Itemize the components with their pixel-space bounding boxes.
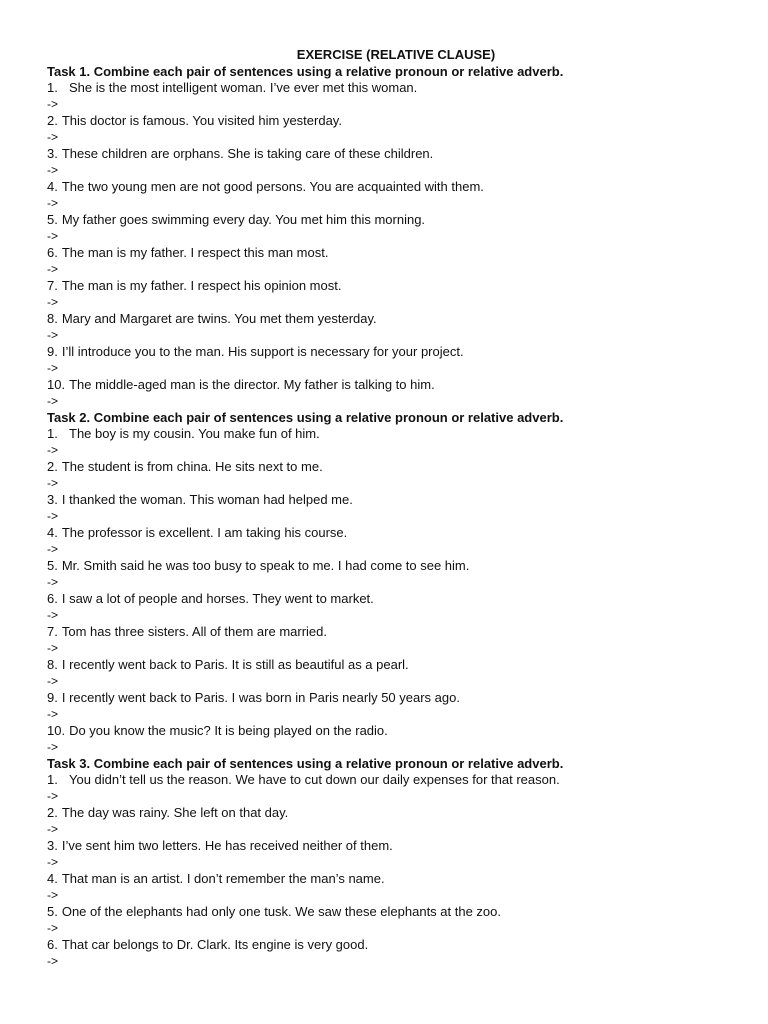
exercise-question <box>47 805 737 821</box>
question-text: These children are orphans. She is taking care of these children. <box>61 146 434 161</box>
question-number: 1. <box>47 426 58 441</box>
answer-line: -> <box>47 789 59 803</box>
answer-line: -> <box>47 229 59 243</box>
answer-line: -> <box>47 707 59 721</box>
question-text: Tom has three sisters. All of them are married. <box>61 624 327 639</box>
exercise-question <box>47 377 737 393</box>
question-number: 10. <box>47 723 66 738</box>
exercise-question <box>47 723 737 739</box>
exercise-item <box>47 591 737 624</box>
answer-line: -> <box>47 163 59 177</box>
question-number: 3. <box>47 146 58 161</box>
answer-line: -> <box>47 674 59 688</box>
answer-line: -> <box>47 295 59 309</box>
question-text: I recently went back to Paris. It is still as beautiful as a pearl. <box>61 657 409 672</box>
exercise-item <box>47 377 737 410</box>
question-number: 5. <box>47 904 58 919</box>
exercise-question <box>47 245 737 261</box>
answer-line: -> <box>47 641 59 655</box>
exercise-item <box>47 278 737 311</box>
question-number: 8. <box>47 311 58 326</box>
exercise-item <box>47 344 737 377</box>
question-text: The student is from china. He sits next to me. <box>61 459 323 474</box>
document-title: EXERCISE (RELATIVE CLAUSE) <box>296 47 496 62</box>
exercise-question <box>47 146 737 162</box>
question-text: The professor is excellent. I am taking his course. <box>61 525 348 540</box>
exercise-item <box>47 690 737 723</box>
exercise-question <box>47 426 737 442</box>
exercise-question <box>47 525 737 541</box>
answer-line: -> <box>47 542 59 556</box>
exercise-question <box>47 624 737 640</box>
task-heading: Task 3. Combine each pair of sentences using a relative pronoun or relative adverb. <box>47 756 564 771</box>
question-text: One of the elephants had only one tusk. We saw these elephants at the zoo. <box>61 904 502 919</box>
exercise-item <box>47 459 737 492</box>
exercise-item <box>47 426 737 459</box>
question-text: I’ll introduce you to the man. His support is necessary for your project. <box>61 344 464 359</box>
question-number: 1. <box>47 772 58 787</box>
question-text: You didn’t tell us the reason. We have to cut down our daily expenses for that reason. <box>69 772 560 787</box>
exercise-item <box>47 838 737 871</box>
document-page <box>47 46 737 970</box>
exercise-question <box>47 937 737 953</box>
exercise-question <box>47 212 737 228</box>
exercise-question <box>47 179 737 195</box>
question-number: 4. <box>47 179 58 194</box>
question-text: My father goes swimming every day. You met him this morning. <box>61 212 426 227</box>
question-text: I saw a lot of people and horses. They went to market. <box>61 591 374 606</box>
question-number: 3. <box>47 492 58 507</box>
task-section <box>47 64 737 410</box>
answer-line: -> <box>47 196 59 210</box>
answer-line: -> <box>47 575 59 589</box>
exercise-item <box>47 146 737 179</box>
answer-line: -> <box>47 130 59 144</box>
question-number: 6. <box>47 591 58 606</box>
question-number: 7. <box>47 624 58 639</box>
exercise-item <box>47 558 737 591</box>
answer-line: -> <box>47 888 59 902</box>
question-number: 5. <box>47 212 58 227</box>
question-number: 6. <box>47 937 58 952</box>
exercise-item <box>47 80 737 113</box>
question-text: She is the most intelligent woman. I’ve ever met this woman. <box>69 80 418 95</box>
answer-line: -> <box>47 740 59 754</box>
exercise-question <box>47 80 737 96</box>
exercise-question <box>47 591 737 607</box>
answer-line: -> <box>47 509 59 523</box>
answer-line: -> <box>47 954 59 968</box>
answer-line: -> <box>47 855 59 869</box>
question-text: Do you know the music? It is being played on the radio. <box>69 723 388 738</box>
question-number: 2. <box>47 805 58 820</box>
question-number: 10. <box>47 377 66 392</box>
exercise-item <box>47 311 737 344</box>
answer-line: -> <box>47 262 59 276</box>
question-text: The boy is my cousin. You make fun of him. <box>69 426 320 441</box>
exercise-question <box>47 278 737 294</box>
exercise-item <box>47 525 737 558</box>
exercise-item <box>47 245 737 278</box>
question-number: 9. <box>47 690 58 705</box>
question-text: Mary and Margaret are twins. You met them yesterday. <box>61 311 377 326</box>
exercise-question <box>47 113 737 129</box>
exercise-item <box>47 113 737 146</box>
exercise-question <box>47 904 737 920</box>
exercise-item <box>47 772 737 805</box>
answer-line: -> <box>47 822 59 836</box>
exercise-question <box>47 657 737 673</box>
exercise-question <box>47 871 737 887</box>
exercise-item <box>47 179 737 212</box>
answer-line: -> <box>47 97 59 111</box>
exercise-item <box>47 805 737 838</box>
question-number: 3. <box>47 838 58 853</box>
answer-line: -> <box>47 394 59 408</box>
question-number: 6. <box>47 245 58 260</box>
question-number: 9. <box>47 344 58 359</box>
exercise-item <box>47 657 737 690</box>
exercise-question <box>47 459 737 475</box>
task-list <box>47 64 737 970</box>
exercise-item <box>47 937 737 970</box>
exercise-item <box>47 492 737 525</box>
question-number: 5. <box>47 558 58 573</box>
task-section <box>47 410 737 756</box>
question-text: The middle-aged man is the director. My father is talking to him. <box>69 377 435 392</box>
question-text: I recently went back to Paris. I was born in Paris nearly 50 years ago. <box>61 690 460 705</box>
answer-line: -> <box>47 328 59 342</box>
question-text: I’ve sent him two letters. He has received neither of them. <box>61 838 393 853</box>
question-text: The man is my father. I respect his opinion most. <box>61 278 342 293</box>
answer-line: -> <box>47 608 59 622</box>
answer-line: -> <box>47 921 59 935</box>
exercise-question <box>47 558 737 574</box>
question-number: 2. <box>47 459 58 474</box>
question-text: That car belongs to Dr. Clark. Its engine is very good. <box>61 937 369 952</box>
exercise-question <box>47 492 737 508</box>
answer-line: -> <box>47 476 59 490</box>
question-number: 4. <box>47 871 58 886</box>
question-text: That man is an artist. I don’t remember the man’s name. <box>61 871 385 886</box>
answer-line: -> <box>47 361 59 375</box>
question-number: 7. <box>47 278 58 293</box>
answer-line: -> <box>47 443 59 457</box>
question-number: 1. <box>47 80 58 95</box>
exercise-item <box>47 904 737 937</box>
question-number: 4. <box>47 525 58 540</box>
task-heading: Task 2. Combine each pair of sentences using a relative pronoun or relative adverb. <box>47 410 564 425</box>
exercise-question <box>47 838 737 854</box>
exercise-question <box>47 344 737 360</box>
exercise-question <box>47 311 737 327</box>
question-text: The man is my father. I respect this man most. <box>61 245 329 260</box>
question-text: This doctor is famous. You visited him yesterday. <box>61 113 342 128</box>
exercise-item <box>47 212 737 245</box>
exercise-item <box>47 871 737 904</box>
exercise-item <box>47 723 737 756</box>
question-text: The two young men are not good persons. You are acquainted with them. <box>61 179 484 194</box>
task-heading: Task 1. Combine each pair of sentences using a relative pronoun or relative adverb. <box>47 64 564 79</box>
question-text: I thanked the woman. This woman had helped me. <box>61 492 353 507</box>
exercise-question <box>47 690 737 706</box>
exercise-item <box>47 624 737 657</box>
question-number: 2. <box>47 113 58 128</box>
task-section <box>47 756 737 970</box>
question-number: 8. <box>47 657 58 672</box>
question-text: Mr. Smith said he was too busy to speak to me. I had come to see him. <box>61 558 470 573</box>
exercise-question <box>47 772 737 788</box>
question-text: The day was rainy. She left on that day. <box>61 805 289 820</box>
